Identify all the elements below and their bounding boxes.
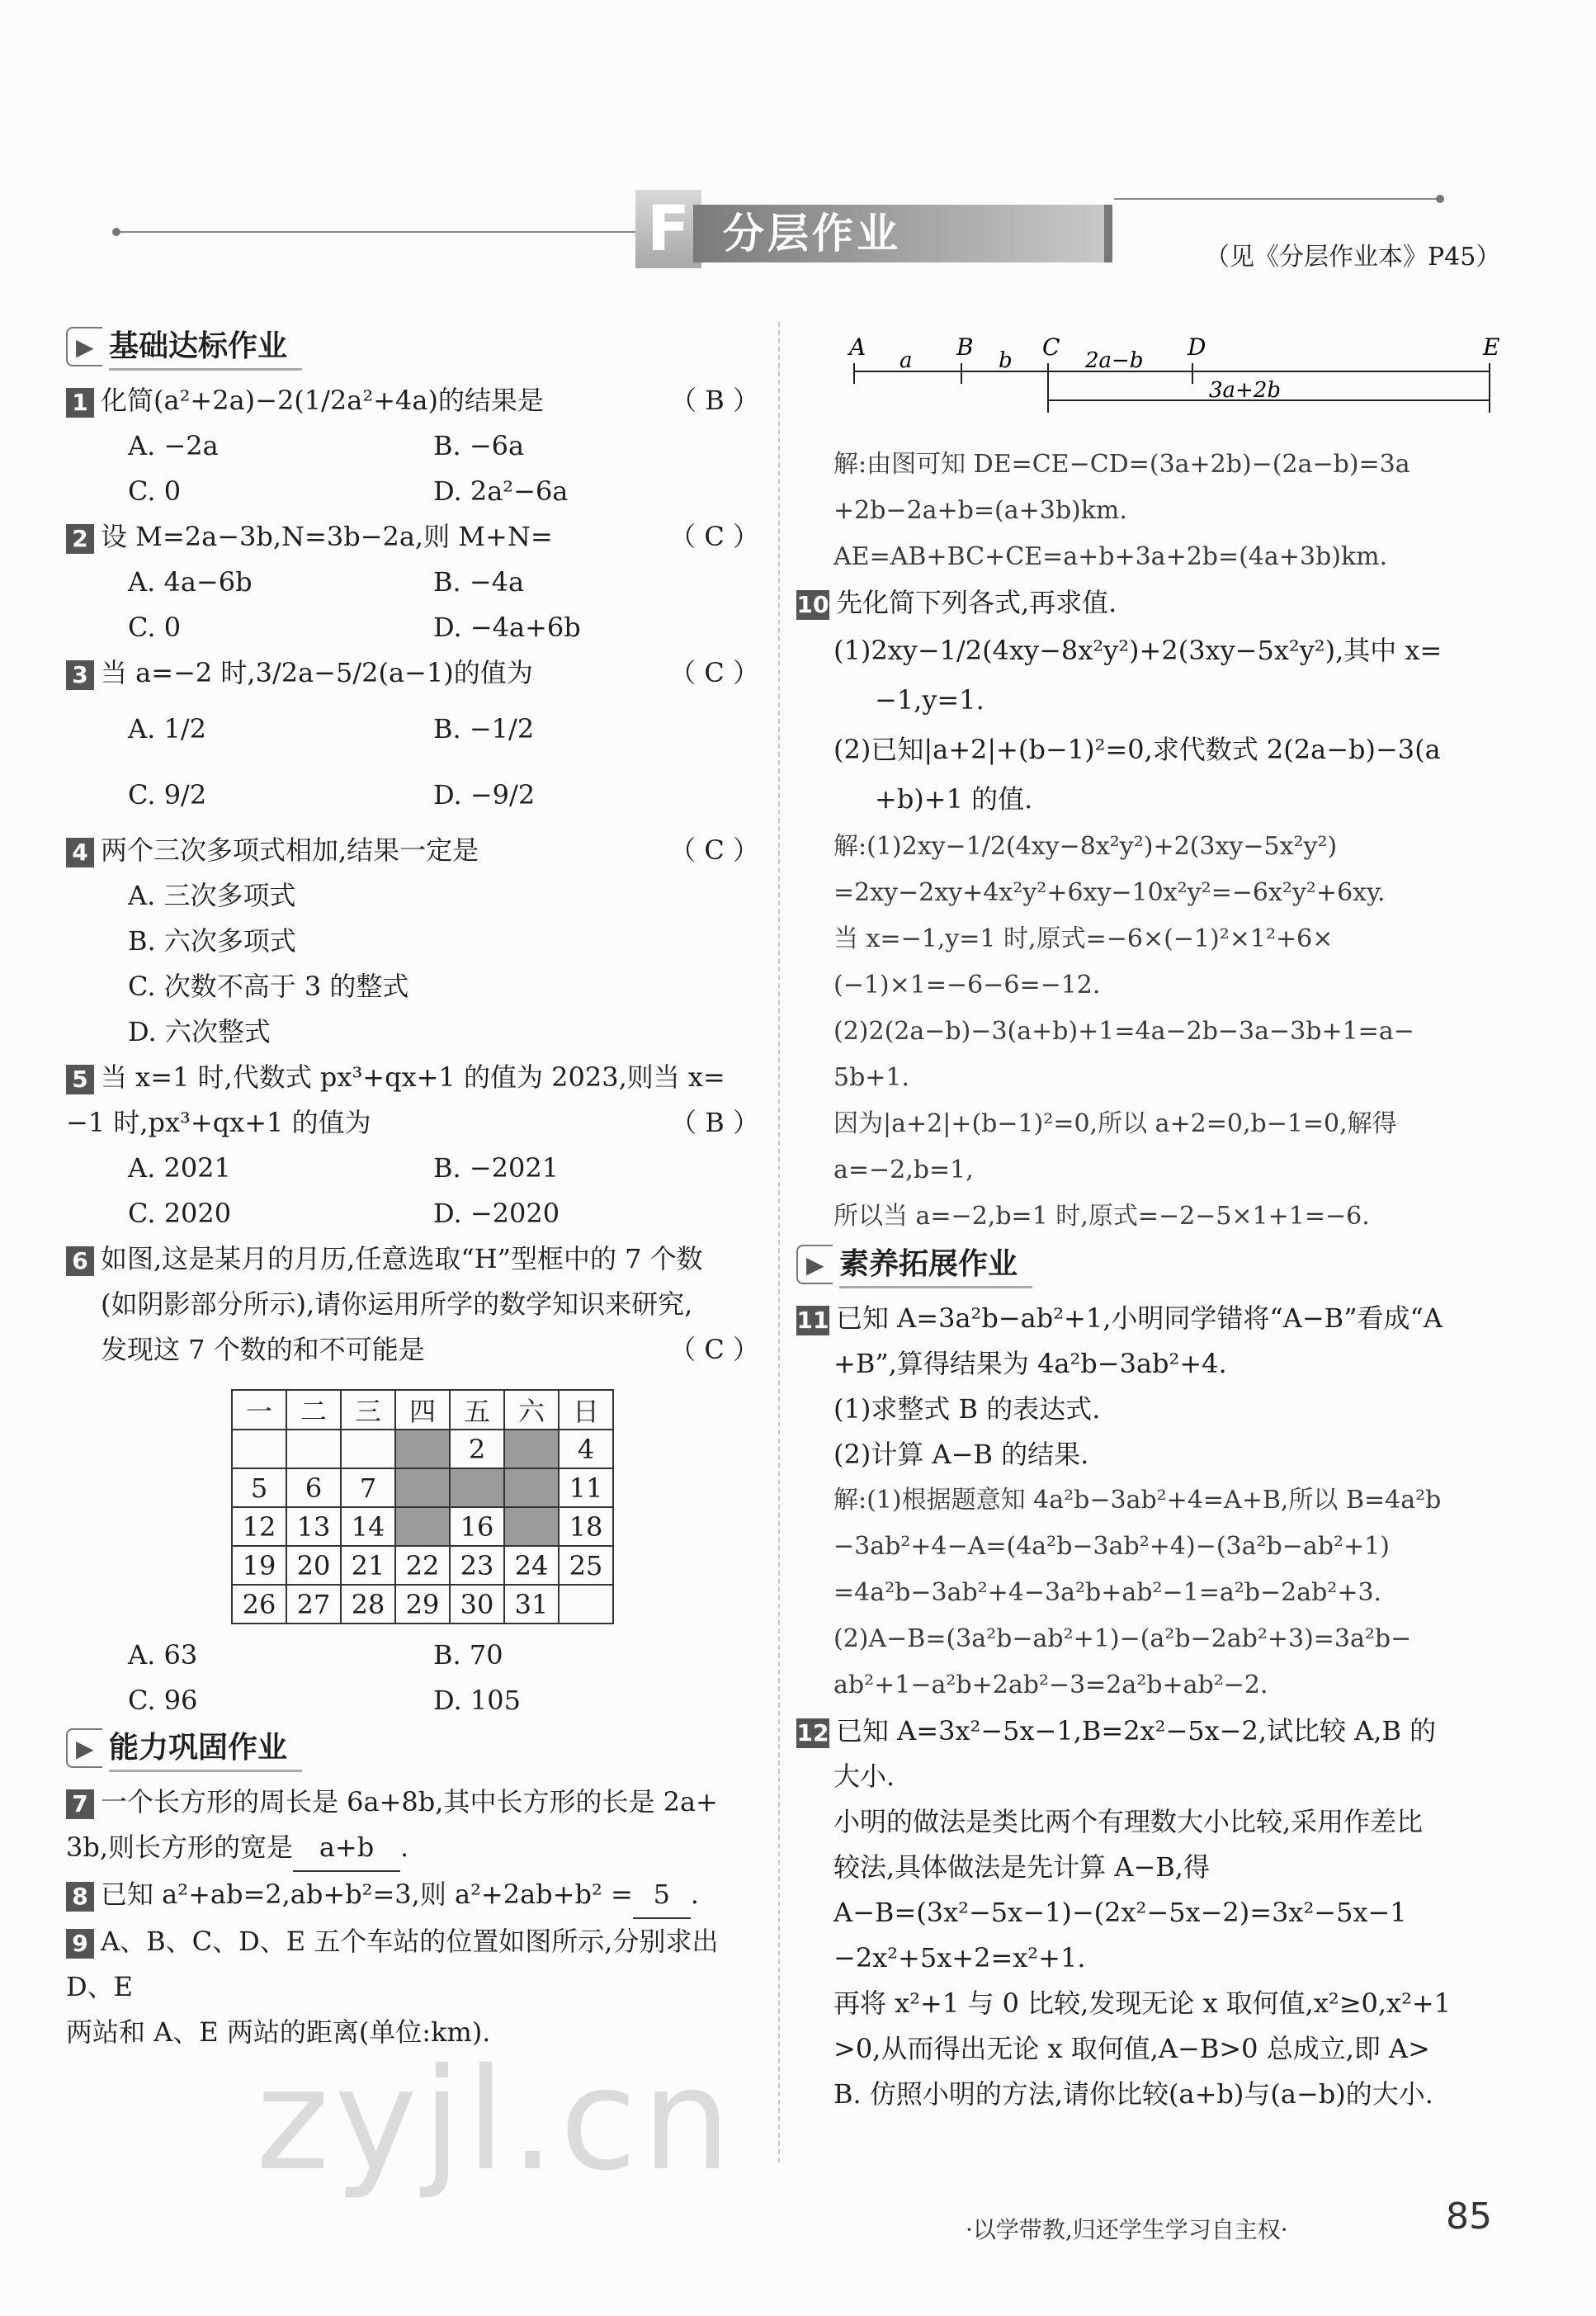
question-10 xyxy=(796,580,1498,626)
calendar-cell xyxy=(341,1430,395,1468)
solution-line: =2xy−2xy+4x²y²+6xy−10x²y²=−6x²y²+6xy. xyxy=(833,878,1386,907)
option: C. 9/2 xyxy=(128,779,207,811)
calendar-cell: 20 xyxy=(286,1546,341,1585)
option: B. −6a xyxy=(433,430,525,461)
segment-ce-label: 3a+2b xyxy=(1209,378,1282,403)
question-6 xyxy=(66,1236,759,1373)
question-number: 12 xyxy=(796,1718,829,1746)
option: B. −4a xyxy=(433,566,525,598)
question-4 xyxy=(66,828,759,873)
footer-motto: ·以学带教,归还学生学习自主权· xyxy=(966,2216,1288,2243)
station-diagram xyxy=(849,333,1500,450)
question-11 xyxy=(796,1296,1498,1341)
solution-line: 解:(1)根据题意知 4a²b−3ab²+4=A+B,所以 B=4a²b xyxy=(833,1486,1442,1515)
question-3 xyxy=(66,650,759,696)
question-number: 9 xyxy=(66,1929,94,1959)
option: C. 96 xyxy=(128,1685,198,1716)
question-text: 如图,这是某月的月历,任意选取“H”型框中的 7 个数 xyxy=(101,1243,703,1274)
question-1 xyxy=(66,378,759,423)
question-number: 3 xyxy=(66,660,94,690)
calendar-header: 一 xyxy=(232,1390,286,1430)
question-number: 10 xyxy=(796,590,829,618)
question-answer: （ B ） xyxy=(670,385,759,416)
section-tab-icon: ▶ xyxy=(66,327,102,366)
option: D. 六次整式 xyxy=(128,1016,271,1047)
solution-line: 所以当 a=−2,b=1 时,原式=−2−5×1+1=−6. xyxy=(833,1202,1370,1231)
answer-blank: 5 xyxy=(633,1872,691,1919)
question-text: 已知 A=3a²b−ab²+1,小明同学错将“A−B”看成“A xyxy=(836,1302,1443,1334)
left-column xyxy=(66,322,759,2055)
question-answer: （ C ） xyxy=(669,834,759,866)
calendar-header: 三 xyxy=(341,1390,395,1430)
calendar-cell: 14 xyxy=(341,1507,395,1546)
title-bar-decoration xyxy=(1104,205,1112,262)
calendar-cell: 13 xyxy=(286,1507,341,1546)
calendar-cell-shaded xyxy=(395,1468,450,1507)
question-text: 已知 A=3x²−5x−1,B=2x²−5x−2,试比较 A,B 的 xyxy=(836,1715,1437,1746)
option: A. 1/2 xyxy=(128,713,206,744)
question-line: (2)计算 A−B 的结果. xyxy=(833,1439,1089,1470)
question-line: >0,从而得出无论 x 取何值,A−B>0 总成立,即 A> xyxy=(833,2033,1430,2064)
question-text: A、B、C、D、E 五个车站的位置如图所示,分别求出 D、E xyxy=(66,1926,719,2002)
question-number: 1 xyxy=(66,388,94,418)
header-dot-right xyxy=(1436,195,1444,203)
part-line: +b)+1 的值. xyxy=(875,783,1033,815)
calendar-cell xyxy=(286,1430,341,1468)
header-rule-right xyxy=(1114,198,1440,200)
q2-options xyxy=(66,560,759,650)
question-text: 当 x=1 时,代数式 px³+qx+1 的值为 2023,则当 x= xyxy=(101,1061,725,1093)
calendar-cell: 12 xyxy=(232,1507,286,1546)
part-line: −1,y=1. xyxy=(875,684,985,716)
question-5 xyxy=(66,1055,759,1146)
question-number: 11 xyxy=(796,1306,829,1334)
calendar-cell: 4 xyxy=(559,1430,613,1468)
calendar-cell: 29 xyxy=(395,1585,450,1624)
station-label-d: D xyxy=(1188,333,1206,361)
section-basic-label: 基础达标作业 xyxy=(109,323,302,371)
option: A. 三次多项式 xyxy=(128,880,296,911)
section-extension-label: 素养拓展作业 xyxy=(839,1241,1032,1288)
solution-line: −3ab²+4−A=(4a²b−3ab²+4)−(3a²b−ab²+1) xyxy=(833,1532,1390,1561)
q10-solution xyxy=(796,824,1498,1240)
solution-line: AE=AB+BC+CE=a+b+3a+2b=(4a+3b)km. xyxy=(833,542,1388,571)
question-text: 化简(a²+2a)−2(1/2a²+4a)的结果是 xyxy=(101,385,544,416)
question-number: 8 xyxy=(66,1882,94,1912)
part-line: (2)已知|a+2|+(b−1)²=0,求代数式 2(2a−b)−3(a xyxy=(833,734,1441,765)
question-text-cont: 两站和 A、E 两站的距离(单位:km). xyxy=(66,2016,491,2048)
calendar-header: 六 xyxy=(504,1390,559,1430)
section-letter: F xyxy=(647,191,690,265)
segment-ab-label: a xyxy=(900,348,913,373)
q12-body xyxy=(796,1754,1498,2117)
calendar-cell: 28 xyxy=(341,1585,395,1624)
header-rule-left xyxy=(116,231,635,233)
page-title: 分层作业 xyxy=(693,205,1106,262)
part-line: (1)2xy−1/2(4xy−8x²y²)+2(3xy−5x²y²),其中 x= xyxy=(833,635,1443,666)
option: A. 4a−6b xyxy=(128,566,253,598)
station-label-b: B xyxy=(956,333,974,361)
calendar-table xyxy=(231,1389,614,1624)
segment-bc-label: b xyxy=(999,348,1013,373)
option: B. −2021 xyxy=(433,1152,560,1184)
workbook-reference: （见《分层作业本》P45） xyxy=(1205,243,1501,272)
calendar-cell: 22 xyxy=(395,1546,450,1585)
q5-options xyxy=(66,1146,759,1236)
section-basic xyxy=(66,322,759,371)
question-text: 一个长方形的周长是 6a+8b,其中长方形的长是 2a+ xyxy=(101,1786,718,1817)
station-label-e: E xyxy=(1483,333,1500,361)
calendar-header: 日 xyxy=(559,1390,613,1430)
question-line: 小明的做法是类比两个有理数大小比较,采用作差比 xyxy=(833,1806,1424,1837)
section-ability xyxy=(66,1723,759,1773)
calendar-header: 五 xyxy=(450,1390,504,1430)
solution-line: =4a²b−3ab²+4−3a²b+ab²−1=a²b−2ab²+3. xyxy=(833,1578,1382,1607)
solution-line: 因为|a+2|+(b−1)²=0,所以 a+2=0,b−1=0,解得 xyxy=(833,1109,1397,1138)
calendar-cell-shaded xyxy=(395,1430,450,1468)
calendar-header: 二 xyxy=(286,1390,341,1430)
solution-line: 解:由图可知 DE=CE−CD=(3a+2b)−(2a−b)=3a xyxy=(833,450,1410,479)
option: B. 70 xyxy=(433,1639,503,1671)
question-2 xyxy=(66,514,759,560)
question-line: 大小. xyxy=(833,1761,895,1792)
calendar-cell: 24 xyxy=(504,1546,559,1585)
option: D. 2a²−6a xyxy=(433,475,569,507)
solution-line: 5b+1. xyxy=(833,1063,910,1092)
option: D. −2020 xyxy=(433,1198,560,1229)
question-answer: （ C ） xyxy=(669,1334,759,1365)
calendar-cell-shaded xyxy=(504,1430,559,1468)
question-end: . xyxy=(400,1832,409,1863)
question-answer: （ C ） xyxy=(669,657,759,688)
calendar-cell-shaded xyxy=(395,1507,450,1546)
question-number: 2 xyxy=(66,524,94,554)
question-number: 7 xyxy=(66,1789,94,1819)
option: A. 2021 xyxy=(128,1152,231,1184)
question-7 xyxy=(66,1780,759,1872)
solution-line: 当 x=−1,y=1 时,原式=−6×(−1)²×1²+6× xyxy=(833,924,1334,953)
calendar-cell-shaded xyxy=(450,1468,504,1507)
question-text-cont: (如阴影部分所示),请你运用所学的数学知识来研究, xyxy=(101,1288,693,1320)
calendar-cell: 30 xyxy=(450,1585,504,1624)
q9-solution xyxy=(796,442,1498,580)
calendar-cell-shaded xyxy=(504,1507,559,1546)
q6-options xyxy=(66,1633,759,1723)
station-label-a: A xyxy=(849,333,866,361)
question-line: A−B=(3x²−5x−1)−(2x²−5x−2)=3x²−5x−1 xyxy=(833,1897,1407,1928)
solution-line: a=−2,b=1, xyxy=(833,1156,974,1184)
question-text: 两个三次多项式相加,结果一定是 xyxy=(101,834,479,866)
calendar-cell: 27 xyxy=(286,1585,341,1624)
solution-line: (2)A−B=(3a²b−ab²+1)−(a²b−2ab²+3)=3a²b− xyxy=(833,1624,1412,1653)
question-line: B. 仿照小明的方法,请你比较(a+b)与(a−b)的大小. xyxy=(833,2078,1433,2110)
calendar-cell: 25 xyxy=(559,1546,613,1585)
option: D. −9/2 xyxy=(433,779,536,811)
header-banner xyxy=(116,182,1501,272)
option: C. 次数不高于 3 的整式 xyxy=(128,971,409,1002)
station-diagram-svg xyxy=(849,333,1500,425)
option: D. 105 xyxy=(433,1685,521,1716)
q1-options xyxy=(66,423,759,514)
right-column xyxy=(796,334,1498,2117)
question-line: 较法,具体做法是先计算 A−B,得 xyxy=(833,1851,1210,1883)
question-answer: （ B ） xyxy=(670,1107,759,1138)
question-text: 先化简下列各式,再求值. xyxy=(836,587,1117,618)
calendar-cell: 5 xyxy=(232,1468,286,1507)
calendar-cell: 31 xyxy=(504,1585,559,1624)
watermark: zyjl.cn xyxy=(256,2039,736,2202)
section-tab-icon: ▶ xyxy=(66,1728,102,1768)
question-number: 4 xyxy=(66,838,94,867)
calendar-cell xyxy=(559,1585,613,1624)
calendar-cell: 16 xyxy=(450,1507,504,1546)
calendar-cell: 19 xyxy=(232,1546,286,1585)
question-12 xyxy=(796,1709,1498,1754)
calendar-cell: 11 xyxy=(559,1468,613,1507)
header-dot-left xyxy=(112,228,120,236)
option: B. 六次多项式 xyxy=(128,925,296,957)
question-text: 已知 a²+ab=2,ab+b²=3,则 a²+2ab+b² = xyxy=(101,1879,633,1910)
calendar-cell: 21 xyxy=(341,1546,395,1585)
q3-options xyxy=(66,696,759,828)
option: D. −4a+6b xyxy=(433,612,581,643)
calendar-cell: 7 xyxy=(341,1468,395,1507)
solution-line: 解:(1)2xy−1/2(4xy−8x²y²)+2(3xy−5x²y²) xyxy=(833,832,1338,861)
question-text-cont: −1 时,px³+qx+1 的值为 xyxy=(66,1107,371,1138)
segment-cd-label: 2a−b xyxy=(1085,348,1144,373)
question-line: (1)求整式 B 的表达式. xyxy=(833,1393,1101,1425)
option: C. 0 xyxy=(128,475,182,507)
section-ability-label: 能力巩固作业 xyxy=(109,1724,302,1772)
calendar-cell: 23 xyxy=(450,1546,504,1585)
section-letter-block xyxy=(635,190,701,268)
calendar-cell xyxy=(232,1430,286,1468)
section-extension xyxy=(796,1240,1498,1289)
option: C. 0 xyxy=(128,612,182,643)
calendar-header: 四 xyxy=(395,1390,450,1430)
calendar-cell: 18 xyxy=(559,1507,613,1546)
calendar-cell: 6 xyxy=(286,1468,341,1507)
question-end: . xyxy=(690,1879,699,1910)
answer-blank: a+b xyxy=(293,1825,400,1872)
q4-options xyxy=(66,873,759,1055)
solution-line: +2b−2a+b=(a+3b)km. xyxy=(833,496,1127,525)
option: B. −1/2 xyxy=(433,713,535,744)
section-tab-icon: ▶ xyxy=(796,1245,833,1284)
solution-line: (−1)×1=−6−6=−12. xyxy=(833,971,1101,1000)
solution-line: ab²+1−a²b+2ab²−3=2a²b+ab²−2. xyxy=(833,1671,1268,1699)
calendar-cell: 2 xyxy=(450,1430,504,1468)
question-line: 再将 x²+1 与 0 比较,发现无论 x 取何值,x²≥0,x²+1 xyxy=(833,1988,1452,2019)
column-divider xyxy=(778,322,780,2162)
question-answer: （ C ） xyxy=(669,521,759,552)
q11-solution xyxy=(796,1477,1498,1709)
question-number: 6 xyxy=(66,1246,94,1276)
question-text: 设 M=2a−3b,N=3b−2a,则 M+N= xyxy=(101,521,553,552)
question-line: +B”,算得结果为 4a²b−3ab²+4. xyxy=(833,1348,1227,1379)
question-text-cont: 3b,则长方形的宽是 xyxy=(66,1832,294,1863)
question-text-cont: 发现这 7 个数的和不可能是 xyxy=(101,1334,425,1365)
question-line: −2x²+5x+2=x²+1. xyxy=(833,1942,1086,1973)
question-text: 当 a=−2 时,3/2a−5/2(a−1)的值为 xyxy=(101,657,533,688)
question-9 xyxy=(66,1919,759,2055)
option: A. 63 xyxy=(128,1639,198,1671)
option: A. −2a xyxy=(128,430,219,461)
option: C. 2020 xyxy=(128,1198,232,1229)
question-8 xyxy=(66,1872,759,1919)
q11-body xyxy=(796,1341,1498,1477)
station-label-c: C xyxy=(1042,333,1060,361)
q10-parts xyxy=(796,626,1498,824)
calendar-cell: 26 xyxy=(232,1585,286,1624)
calendar-cell-shaded xyxy=(504,1468,559,1507)
page-number: 85 xyxy=(1446,2195,1492,2238)
question-number: 5 xyxy=(66,1065,94,1094)
solution-line: (2)2(2a−b)−3(a+b)+1=4a−2b−3a−3b+1=a− xyxy=(833,1017,1414,1046)
